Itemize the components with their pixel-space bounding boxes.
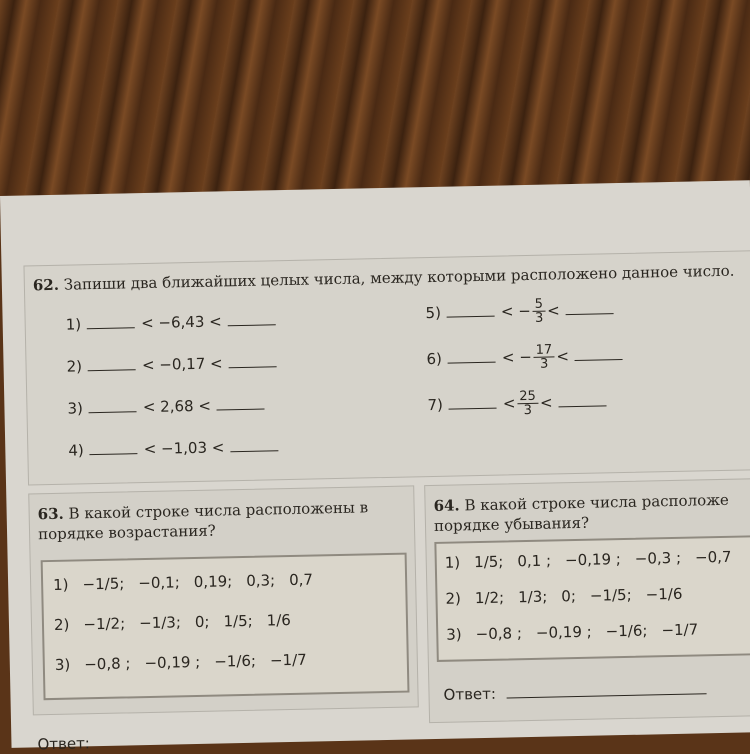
answer-blank[interactable]	[566, 301, 614, 315]
task-63-options	[41, 553, 410, 701]
answer-blank[interactable]	[448, 350, 496, 364]
answer-field[interactable]	[507, 681, 707, 698]
answer-blank[interactable]	[558, 393, 606, 407]
task-64-options	[434, 535, 750, 662]
task-62-header	[33, 262, 735, 295]
task-63-title: В какой строке числа расположены в порядке возрастания?	[37, 498, 369, 544]
task-64-header: 64. В какой строке числа расположе порядке убывания?	[433, 490, 730, 535]
task-62-item-3: 3) < 2,68 <	[67, 395, 271, 417]
answer-blank[interactable]	[88, 357, 136, 371]
task-63-header: 63. В какой строке числа расположены в порядке возрастания?	[37, 498, 369, 544]
task-62-item-1: 1) < −6,43 <	[66, 311, 282, 334]
answer-blank[interactable]	[87, 315, 135, 329]
task-62-item-7: 7) < $\frac{25}{3}$ <	[427, 388, 613, 419]
answer-blank[interactable]	[447, 304, 495, 318]
task-63-answer: Ответ:	[37, 734, 91, 754]
task-64-row-1[interactable]: 1) 1/5; 0,1 ; −0,19 ; −0,3 ; −0,7	[444, 547, 732, 572]
task-64	[424, 478, 750, 723]
task-62-item-6: 6) < − $\frac{17}{3}$ <	[426, 342, 629, 373]
fraction: $\frac{17}{3}$	[535, 342, 553, 372]
answer-blank[interactable]	[449, 396, 497, 410]
task-64-row-3[interactable]: 3) −0,8 ; −0,19 ; −1/6; −1/7	[446, 620, 699, 644]
task-63-row-3[interactable]: 3) −0,8 ; −0,19 ; −1/6; −1/7	[54, 650, 307, 674]
task-64-title: В какой строке числа расположе порядке убывания?	[433, 490, 730, 535]
task-63-row-2[interactable]: 2) −1/2; −1/3; 0; 1/5; 1/6	[53, 611, 292, 634]
answer-blank[interactable]	[90, 441, 138, 455]
answer-blank[interactable]	[228, 312, 276, 326]
task-62-title: Запиши два ближайших целых числа, между которыми расположено данное число.	[63, 261, 735, 294]
workbook-page	[0, 180, 750, 754]
answer-blank[interactable]	[89, 399, 137, 413]
task-63	[28, 485, 419, 715]
fraction: $\frac{25}{3}$	[519, 388, 537, 419]
task-62-item-4: 4) < −1,03 <	[68, 437, 284, 460]
task-63-row-1[interactable]: 1) −1/5; −0,1; 0,19; 0,3; 0,7	[52, 570, 314, 594]
task-62-item-5: 5) < − $\frac{5}{3}$ <	[425, 296, 620, 327]
task-62-number: 62.	[32, 275, 60, 295]
answer-blank[interactable]	[575, 347, 623, 361]
answer-blank[interactable]	[228, 354, 276, 368]
task-62-item-2: 2) < −0,17 <	[66, 353, 282, 376]
task-64-answer: Ответ:	[443, 680, 713, 704]
task-62	[23, 250, 750, 485]
answer-blank[interactable]	[217, 396, 265, 410]
task-64-row-2[interactable]: 2) 1/2; 1/3; 0; −1/5; −1/6	[445, 584, 683, 608]
answer-blank[interactable]	[230, 438, 278, 452]
fraction: $\frac{5}{3}$	[534, 296, 544, 326]
